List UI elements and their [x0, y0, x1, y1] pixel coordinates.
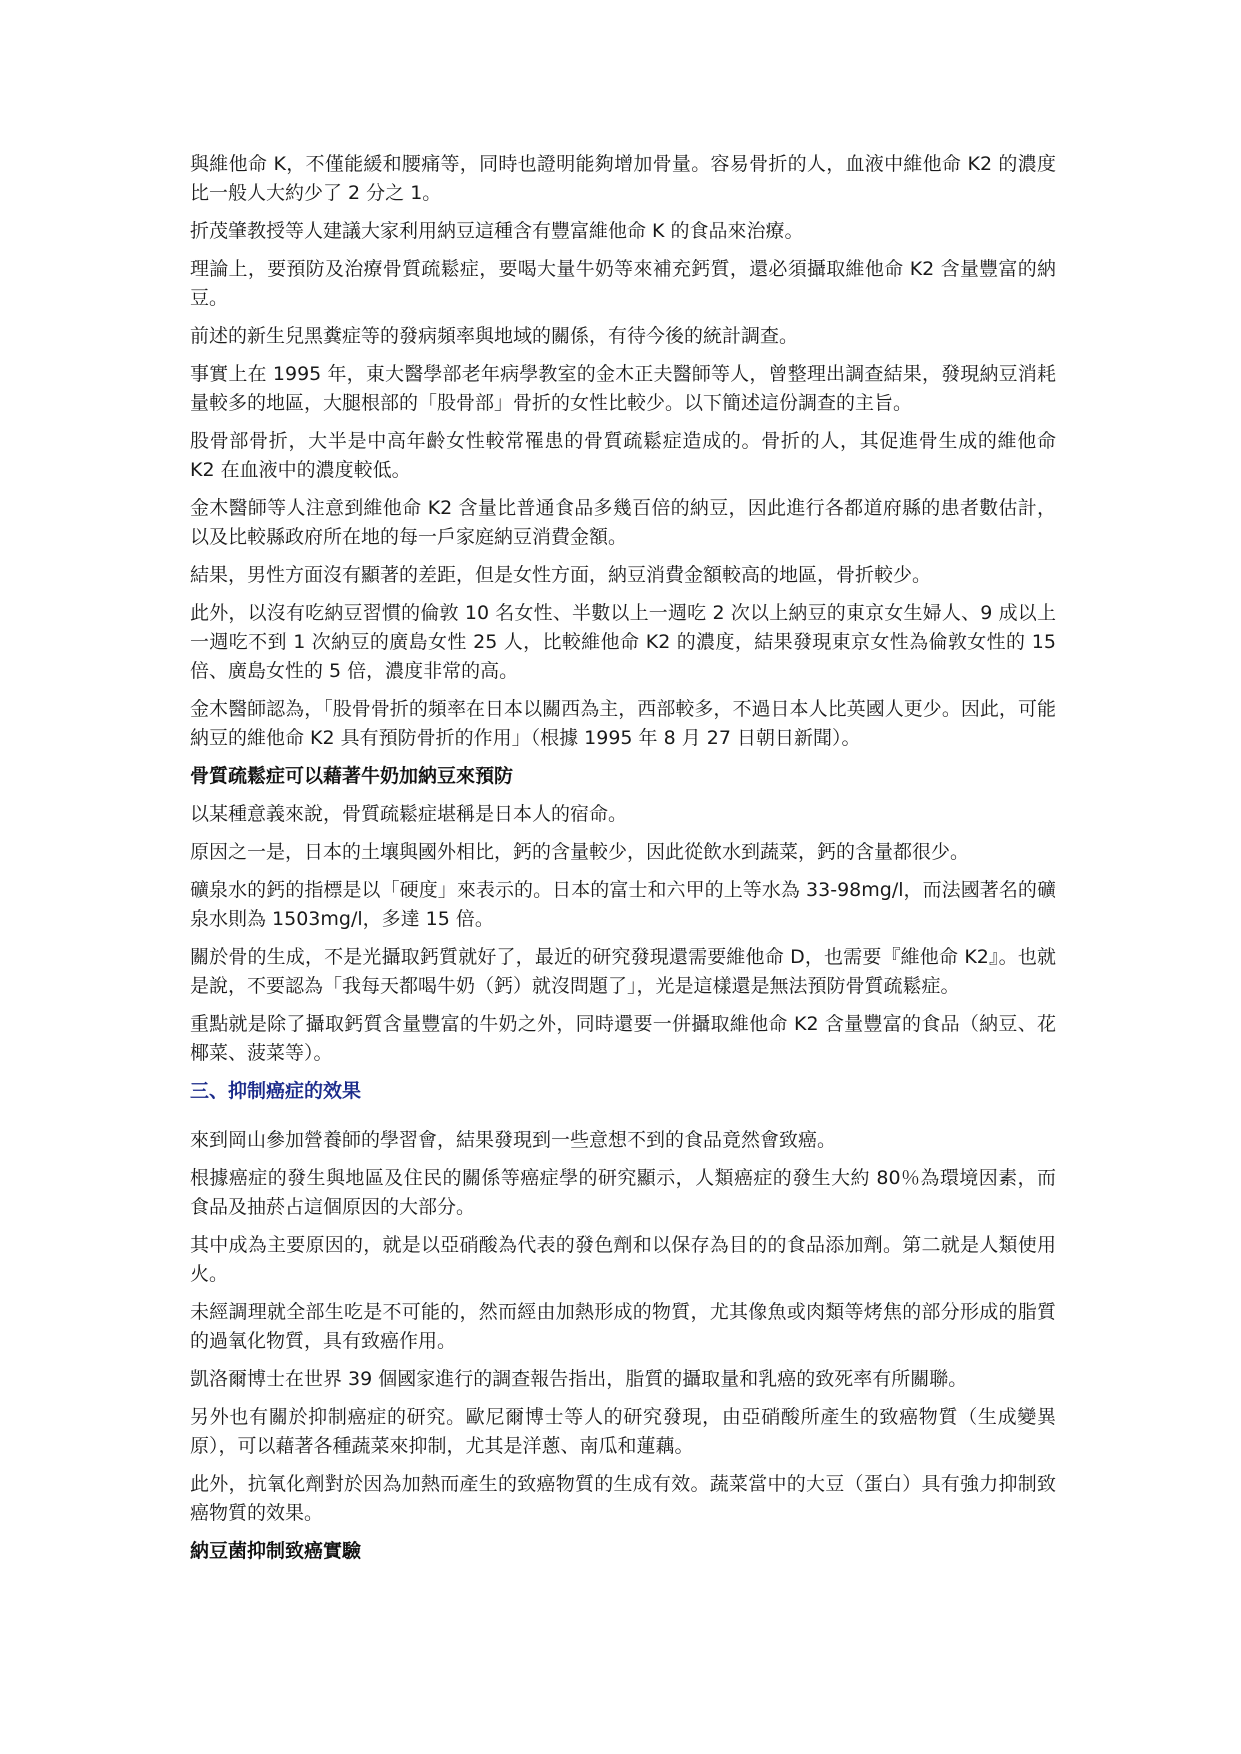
paragraph: 與維他命 K，不僅能緩和腰痛等，同時也證明能夠增加骨量。容易骨折的人，血液中維他命 K2 的濃度比一般人大約少了 2 分之 1。: [190, 153, 1056, 204]
subheading: 骨質疏鬆症可以藉著牛奶加納豆來預防: [190, 765, 514, 787]
paragraph: 凱洛爾博士在世界 39 個國家進行的調查報告指出，脂質的攝取量和乳癌的致死率有所關聯。: [190, 1368, 968, 1390]
paragraph: 結果，男性方面沒有顯著的差距，但是女性方面，納豆消費金額較高的地區，骨折較少。: [190, 564, 932, 586]
paragraph: 原因之一是，日本的土壤與國外相比，鈣的含量較少，因此從飲水到蔬菜，鈣的含量都很少。: [190, 841, 970, 863]
paragraph: 未經調理就全部生吃是不可能的，然而經由加熱形成的物質，尤其像魚或肉類等烤焦的部分形成的脂質的過氧化物質，具有致癌作用。: [190, 1301, 1056, 1352]
paragraph: 以某種意義來說，骨質疏鬆症堪稱是日本人的宿命。: [190, 803, 628, 825]
paragraph: 根據癌症的發生與地區及住民的關係等癌症學的研究顯示，人類癌症的發生大約 80％為環境因素，而食品及抽菸占這個原因的大部分。: [190, 1167, 1056, 1218]
section-heading: 三、抑制癌症的效果: [190, 1080, 362, 1102]
paragraph: 前述的新生兒黑糞症等的發病頻率與地域的關係，有待今後的統計調查。: [190, 325, 799, 347]
paragraph: 重點就是除了攝取鈣質含量豐富的牛奶之外，同時還要一併攝取維他命 K2 含量豐富的食品（納豆、花椰菜、菠菜等）。: [190, 1013, 1056, 1064]
paragraph: 關於骨的生成，不是光攝取鈣質就好了，最近的研究發現還需要維他命 D，也需要『維他命 K2』。也就是說，不要認為「我每天都喝牛奶（鈣）就沒問題了」，光是這樣還是無法預防骨質疏鬆症。: [190, 946, 1056, 997]
paragraph: 另外也有關於抑制癌症的研究。歐尼爾博士等人的研究發現，由亞硝酸所產生的致癌物質（生成變異原），可以藉著各種蔬菜來抑制，尤其是洋蔥、南瓜和蓮藕。: [190, 1406, 1056, 1457]
paragraph: 此外，抗氧化劑對於因為加熱而產生的致癌物質的生成有效。蔬菜當中的大豆（蛋白）具有強力抑制致癌物質的效果。: [190, 1473, 1056, 1524]
paragraph: 礦泉水的鈣的指標是以「硬度」來表示的。日本的富士和六甲的上等水為 33-98mg/l，而法國著名的礦泉水則為 1503mg/l，多達 15 倍。: [190, 879, 1056, 930]
paragraph: 其中成為主要原因的，就是以亞硝酸為代表的發色劑和以保存為目的的食品添加劑。第二就是人類使用火。: [190, 1234, 1056, 1285]
paragraph: 事實上在 1995 年，東大醫學部老年病學教室的金木正夫醫師等人，曾整理出調查結果，發現納豆消耗量較多的地區，大腿根部的「股骨部」骨折的女性比較少。以下簡述這份調查的主旨。: [190, 363, 1056, 414]
paragraph: 折茂肇教授等人建議大家利用納豆這種含有豐富維他命 K 的食品來治療。: [190, 220, 804, 242]
subheading: 納豆菌抑制致癌實驗: [190, 1540, 362, 1562]
paragraph: 理論上，要預防及治療骨質疏鬆症，要喝大量牛奶等來補充鈣質，還必須攝取維他命 K2 含量豐富的納豆。: [190, 258, 1056, 309]
paragraph: 金木醫師等人注意到維他命 K2 含量比普通食品多幾百倍的納豆，因此進行各都道府縣的患者數估計，以及比較縣政府所在地的每一戶家庭納豆消費金額。: [190, 497, 1056, 548]
paragraph: 此外，以沒有吃納豆習慣的倫敦 10 名女性、半數以上一週吃 2 次以上納豆的東京女生婦人、9 成以上一週吃不到 1 次納豆的廣島女性 25 人，比較維他命 K2 的濃度，結果發現東京女性為倫敦女性的 15 倍、廣島女性的 5 倍，濃度非常的高。: [190, 602, 1056, 682]
paragraph: 股骨部骨折，大半是中高年齡女性較常罹患的骨質疏鬆症造成的。骨折的人，其促進骨生成的維他命 K2 在血液中的濃度較低。: [190, 430, 1056, 481]
paragraph: 來到岡山參加營養師的學習會，結果發現到一些意想不到的食品竟然會致癌。: [190, 1129, 837, 1151]
paragraph: 金木醫師認為，「股骨骨折的頻率在日本以關西為主，西部較多，不過日本人比英國人更少。因此，可能納豆的維他命 K2 具有預防骨折的作用」（根據 1995 年 8 月 27 日朝日新聞）。: [190, 698, 1056, 749]
document-page: [190, 150, 1056, 1575]
